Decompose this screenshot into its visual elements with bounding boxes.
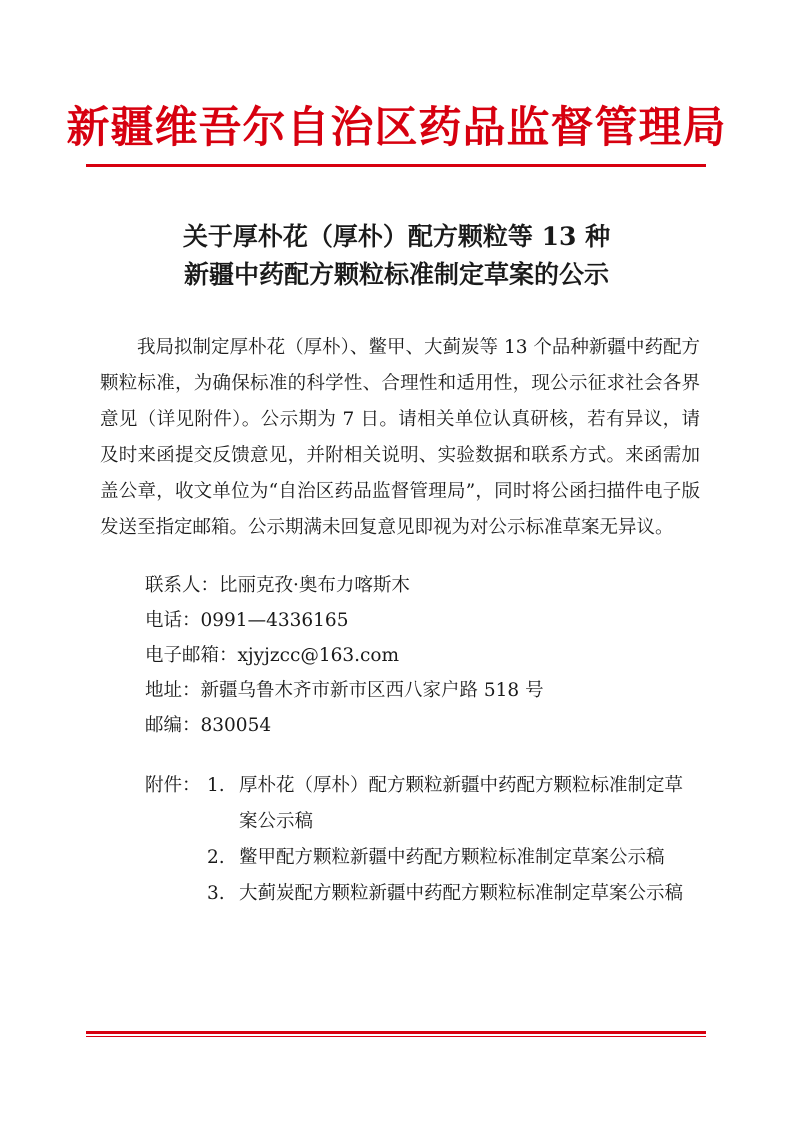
announcement-body [100, 330, 700, 546]
footer-divider-thick [86, 1031, 706, 1034]
attachment-title: 厚朴花（厚朴）配方颗粒新疆中药配方颗粒标准制定草案公示稿 [239, 775, 684, 832]
footer-divider-thin [86, 1036, 706, 1037]
contact-block [145, 568, 544, 743]
attachment-item [207, 876, 697, 912]
contact-address: 地址：新疆乌鲁木齐市新市区西八家户路 518 号 [145, 680, 544, 701]
document-title [0, 218, 793, 294]
contact-postcode: 邮编：830054 [145, 715, 272, 736]
attachment-number: 1. [207, 775, 225, 796]
attachment-title: 大蓟炭配方颗粒新疆中药配方颗粒标准制定草案公示稿 [239, 883, 684, 904]
contact-phone: 电话：0991—4336165 [145, 610, 349, 631]
attachment-number: 3. [207, 883, 225, 904]
contact-email: 电子邮箱：xjyjzcc@163.com [145, 645, 400, 666]
attachment-title: 鳖甲配方颗粒新疆中药配方颗粒标准制定草案公示稿 [239, 847, 665, 868]
title-line-2: 新疆中药配方颗粒标准制定草案的公示 [183, 260, 609, 289]
contact-person: 联系人：比丽克孜·奥布力喀斯木 [145, 575, 410, 596]
attachment-item [207, 768, 697, 840]
attachment-item [207, 840, 697, 876]
agency-masthead: 新疆维吾尔自治区药品监督管理局 [66, 103, 727, 153]
announcement-paragraph: 我局拟制定厚朴花（厚朴）、鳖甲、大蓟炭等 13 个品种新疆中药配方颗粒标准，为确保标准的科学性、合理性和适用性，现公示征求社会各界意见（详见附件）。公示期为 7 日。请相关单位认真研核，若有异议，请及时来函提交反馈意见，并附相关说明、实验数据和联系方式。来函需加盖公章，收文单位为“自治区药品监督管理局”，同时将公函扫描件电子版发送至指定邮箱。公示期满未回复意见即视为对公示标准草案无异议。 [100, 337, 700, 538]
header-divider [86, 164, 706, 167]
attachments-list [207, 768, 697, 912]
attachment-number: 2. [207, 847, 225, 868]
title-line-1: 关于厚朴花（厚朴）配方颗粒等 13 种 [182, 222, 611, 251]
attachments-label: 附件： [145, 775, 201, 796]
